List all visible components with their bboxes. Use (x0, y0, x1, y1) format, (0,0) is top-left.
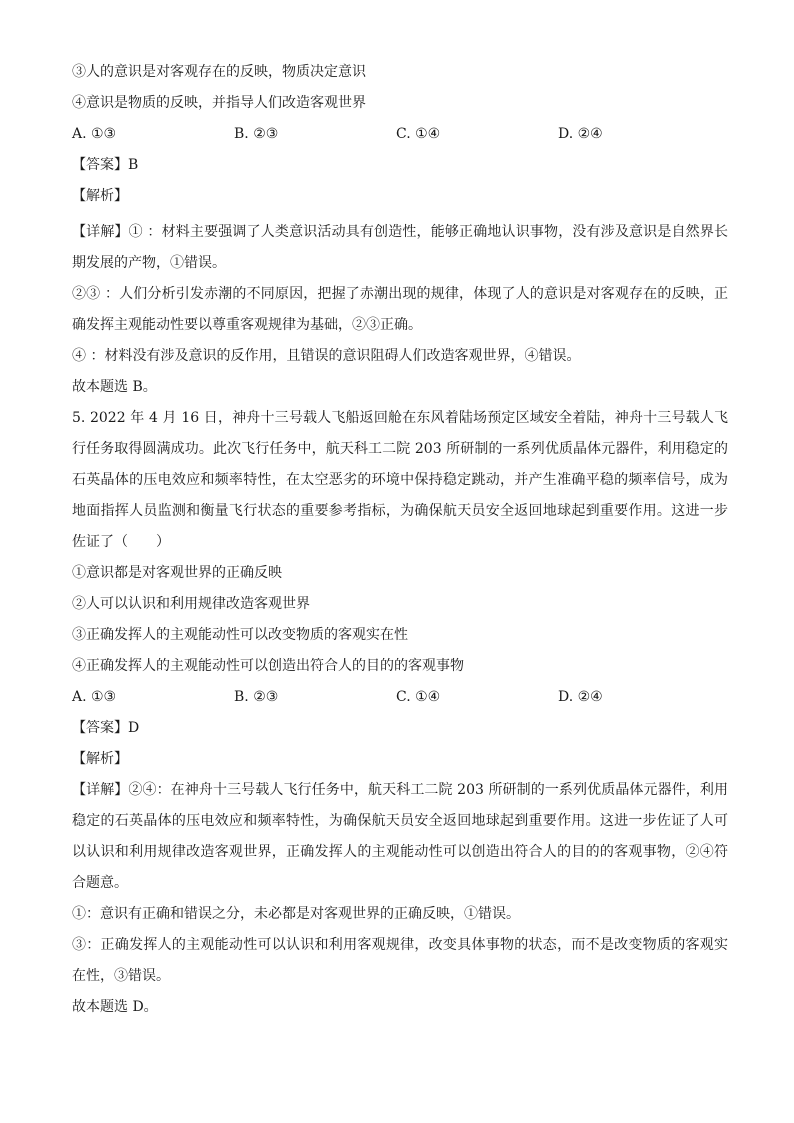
q5-item-2: ②人可以认识和利用规律改造客观世界 (72, 596, 310, 612)
document-page (72, 62, 728, 1023)
q4-answer-label: 【答案】 (72, 157, 128, 173)
q5-options (72, 682, 728, 713)
q5-detail-label: 【详解】 (72, 782, 129, 798)
q4-answer-value: B (128, 157, 139, 173)
q5-item-3: ③正确发挥人的主观能动性可以改变物质的客观实在性 (72, 627, 408, 643)
q5-answer-label: 【答案】 (72, 720, 128, 736)
q4-detail-1 (72, 217, 728, 279)
q4-option-d: D. ②④ (558, 126, 603, 142)
q4-analysis-label: 【解析】 (72, 188, 128, 204)
q4-detail-label: 【详解】 (72, 224, 129, 240)
q4-conclusion: 故本题选 B。 (72, 379, 157, 395)
q4-option-b: B. ②③ (234, 126, 279, 142)
q5-detail-1 (72, 775, 728, 899)
q4-option-c: C. ①④ (396, 126, 441, 142)
q5-item-4: ④正确发挥人的主观能动性可以创造出符合人的目的的客观事物 (72, 658, 464, 674)
q5-conclusion: 故本题选 D。 (72, 999, 158, 1015)
q5-detail-2: ①：意识有正确和错误之分，未必都是对客观世界的正确反映，①错误。 (72, 906, 520, 922)
q5-item-1: ①意识都是对客观世界的正确反映 (72, 565, 282, 581)
q4-detail-3: ④ ：材料没有涉及意识的反作用，且错误的意识阻碍人们改造客观世界，④错误。 (72, 348, 581, 364)
q5-option-d: D. ②④ (558, 689, 603, 705)
q4-item-4: ④意识是物质的反映，并指导人们改造客观世界 (72, 95, 366, 111)
q5-option-c: C. ①④ (396, 689, 441, 705)
q4-options (72, 124, 728, 144)
q5-option-b: B. ②③ (234, 689, 279, 705)
q5-option-a: A. ①③ (72, 689, 117, 705)
q5-answer (72, 713, 728, 744)
q4-item-3: ③人的意识是对客观存在的反映，物质决定意识 (72, 64, 366, 80)
q4-answer (72, 155, 728, 175)
q4-detail-2: ②③ ：人们分析引发赤潮的不同原因，把握了赤潮出现的规律，体现了人的意识是对客观存在的反映，正确发挥主观能动性要以尊重客观规律为基础，②③正确。 (72, 286, 728, 333)
q4-option-a: A. ①③ (72, 126, 117, 142)
q5-detail-1-text: ②④：在神舟十三号载人飞行任务中，航天科工二院 203 所研制的一系列优质晶体元器件，利用稳定的石英晶体的压电效应和频率特性，为确保航天员安全返回地球起到重要作用。这进一步佐证了人可以认识和利用规律改造客观世界，正确发挥人的主观能动性可以创造出符合人的目的的客观事物，②④符合题意。 (72, 782, 728, 891)
q5-detail-3: ③：正确发挥人的主观能动性可以认识和利用客观规律，改变具体事物的状态，而不是改变物质的客观实在性，③错误。 (72, 937, 728, 984)
q5-answer-value: D (128, 720, 140, 736)
q5-stem: 5. 2022 年 4 月 16 日，神舟十三号载人飞船返回舱在东风着陆场预定区域安全着陆，神舟十三号载人飞行任务取得圆满成功。此次飞行任务中，航天科工二院 203 所研制的一系列优质晶体元器件，利用稳定的石英晶体的压电效应和频率特性，在太空恶劣的环境中保持稳定跳动，并产生准确平稳的频率信号，成为地面指挥人员监测和衡量飞行状态的重要参考指标，为确保航天员安全返回地球起到重要作用。这进一步佐证了（ ） (72, 410, 728, 550)
q4-detail-1-text: ① ：材料主要强调了人类意识活动具有创造性，能够正确地认识事物，没有涉及意识是自然界长期发展的产物，①错误。 (72, 224, 728, 271)
q5-analysis-label: 【解析】 (72, 751, 128, 767)
